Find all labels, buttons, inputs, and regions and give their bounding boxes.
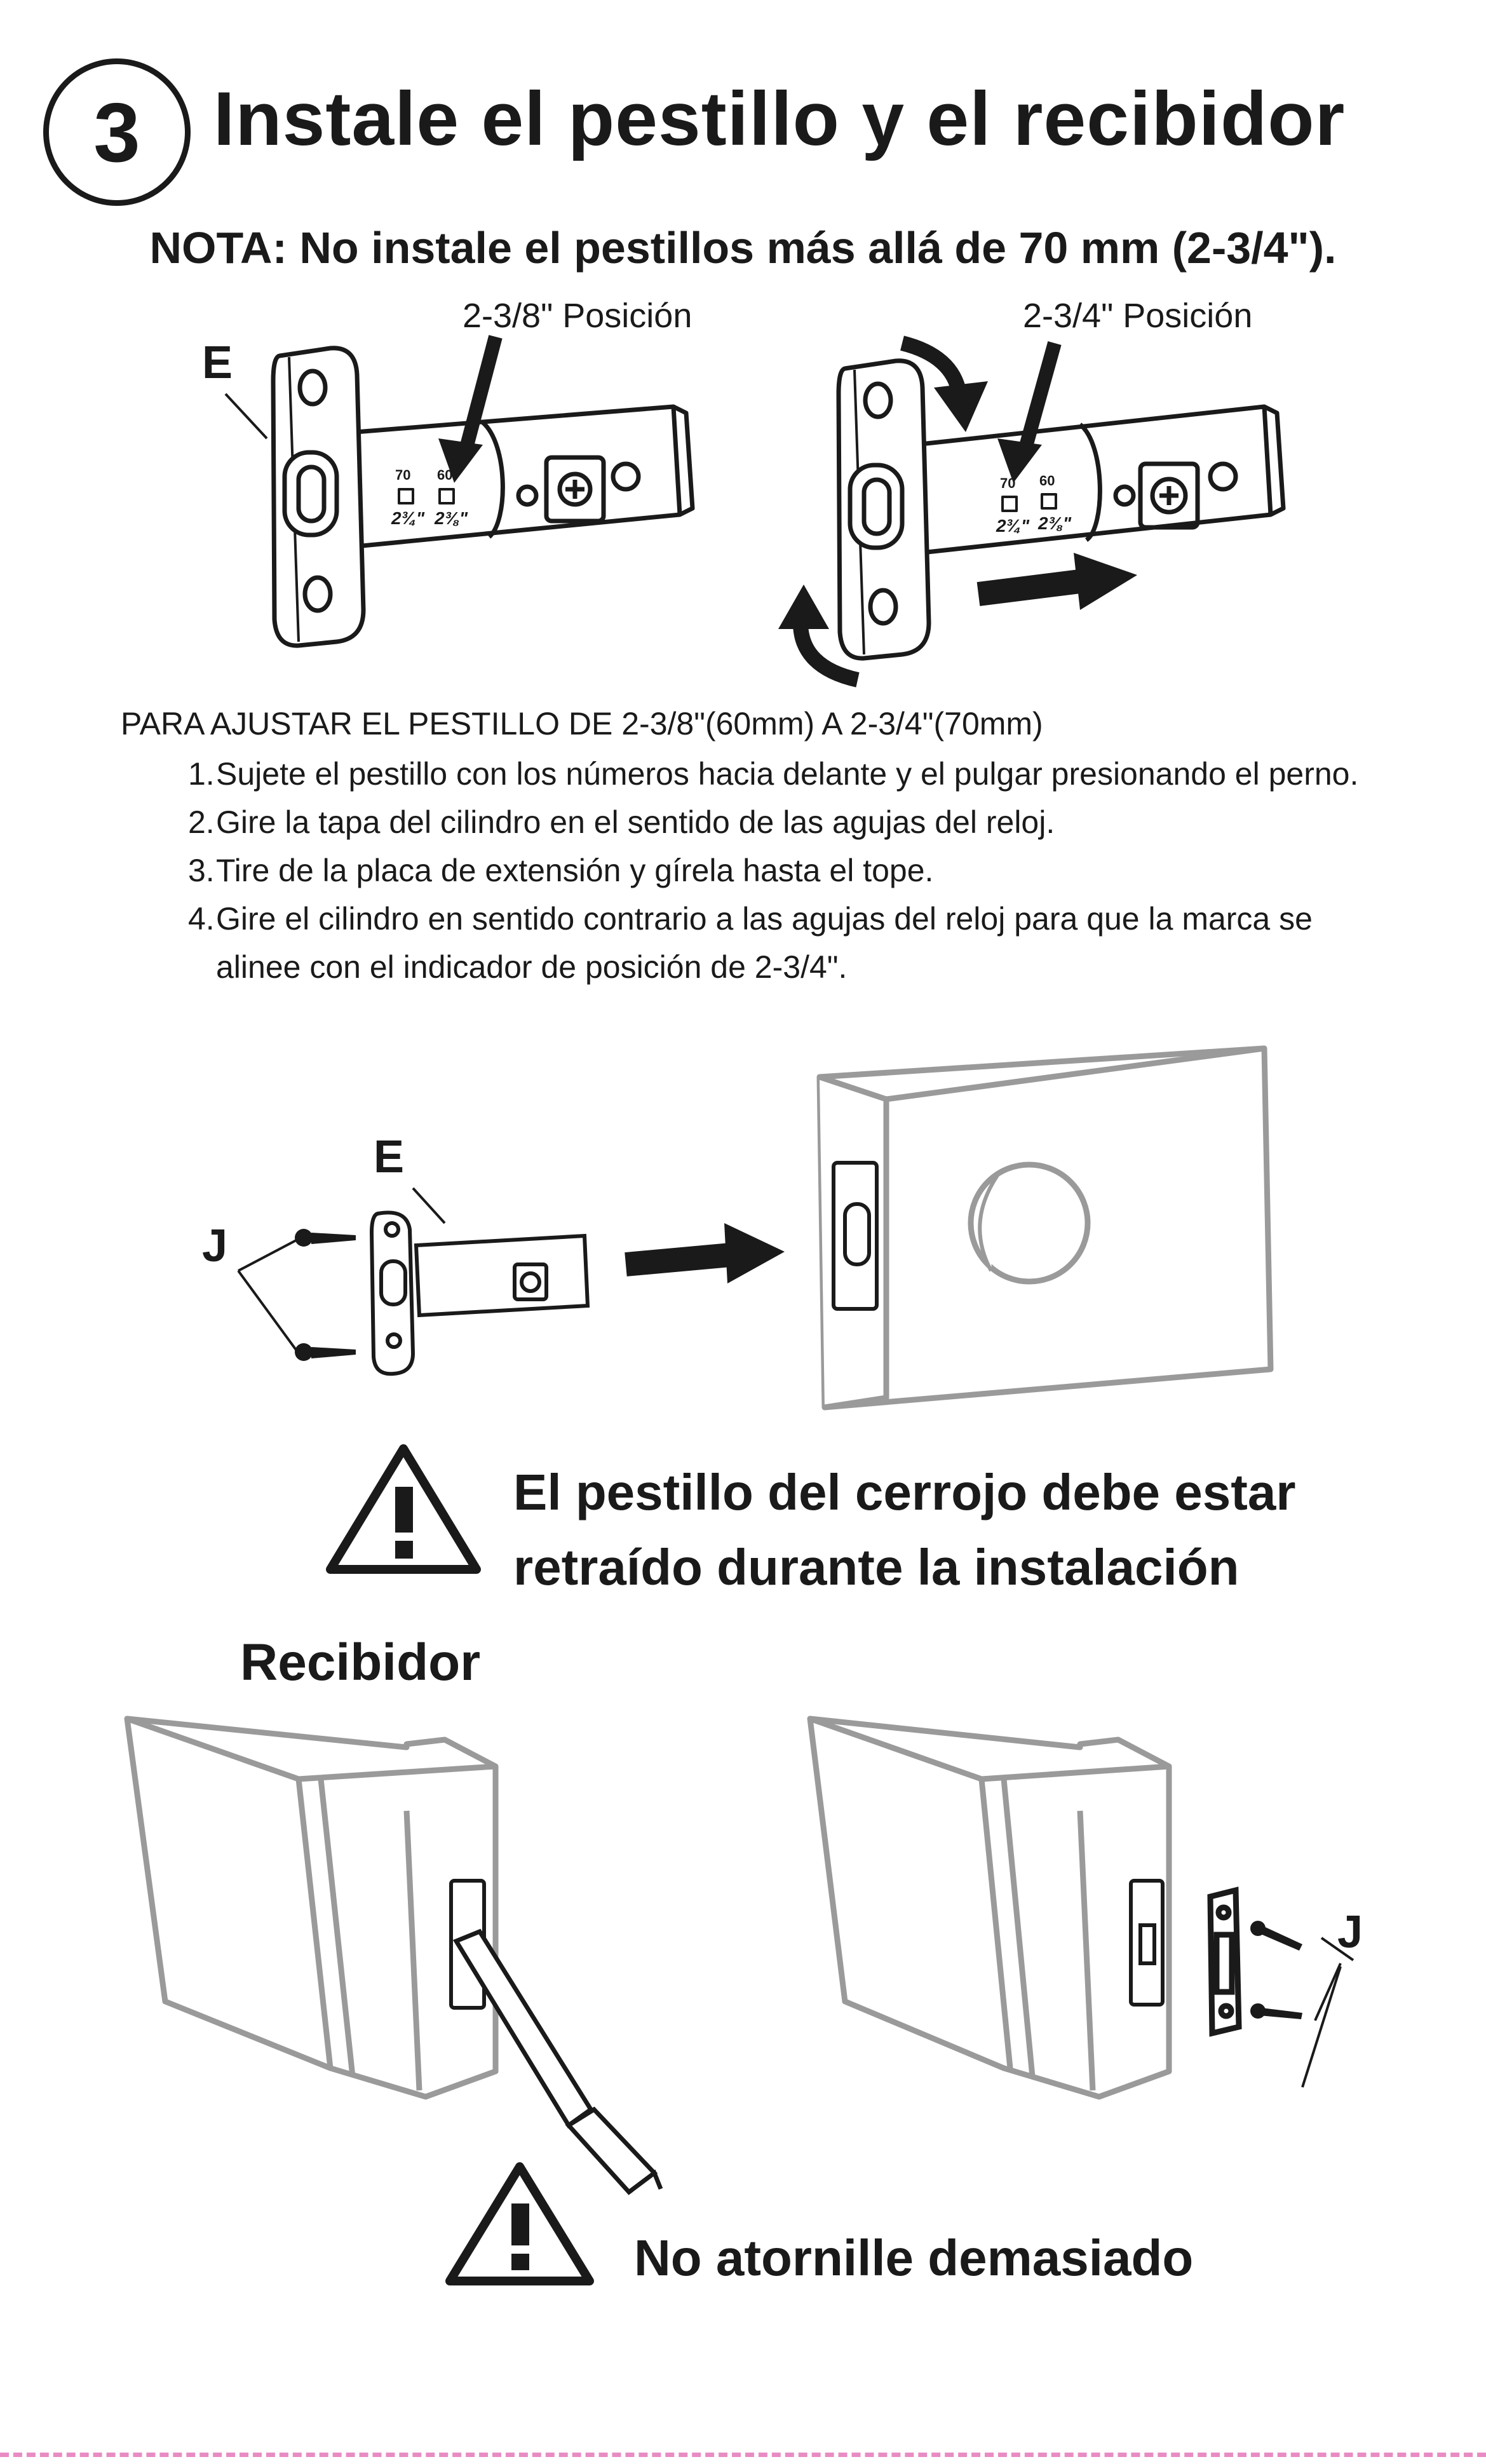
mark-238-right: 2⅜": [1038, 513, 1072, 533]
label-j-fig2: J: [202, 1221, 228, 1271]
instruction-step: 1.Sujete el pestillo con los números hacia delante y el pulgar presionando el perno.: [188, 756, 1359, 792]
warning-line-1: El pestillo del cerrojo debe estar: [513, 1464, 1296, 1520]
mark-238-left: 2⅜": [435, 508, 468, 528]
mark-70-left: 70: [395, 467, 411, 483]
warning-line-2: retraído durante la instalación: [513, 1539, 1239, 1595]
page-title: Instale el pestillo y el recibidor: [213, 76, 1346, 161]
instruction-step: 3.Tire de la placa de extensión y gírela hasta el tope.: [188, 853, 934, 888]
mark-60-left: 60: [437, 467, 453, 483]
note-text: NOTA: No instale el pestillos más allá de 70 mm (2-3/4").: [149, 223, 1337, 273]
position-label-2-3-4: 2-3/4" Posición: [1023, 297, 1253, 335]
mark-234-right: 2¾": [996, 516, 1030, 536]
step-number: 3: [93, 85, 140, 179]
label-j-receiver: J: [1337, 1907, 1363, 1958]
mark-60-right: 60: [1039, 473, 1055, 489]
label-e-fig2: E: [374, 1132, 405, 1182]
receiver-label: Recibidor: [240, 1634, 481, 1691]
instruction-step: 4.Gire el cilindro en sentido contrario a las agujas del reloj para que la marca se alinee con el indicador de posición de 2-3/4".: [188, 901, 1313, 985]
label-e-fig1: E: [202, 337, 233, 388]
warning-text-2: No atornille demasiado: [634, 2230, 1194, 2286]
mark-234-left: 2¾": [391, 508, 425, 528]
warning-icon-2: [443, 2160, 596, 2287]
instructions-heading: PARA AJUSTAR EL PESTILLO DE 2-3/8"(60mm) A 2-3/4"(70mm): [121, 706, 1043, 741]
instruction-step: 2.Gire la tapa del cilindro en el sentido de las agujas del reloj.: [188, 804, 1055, 840]
mark-70-right: 70: [1000, 475, 1016, 491]
cut-line: [0, 2453, 1486, 2457]
position-label-2-3-8: 2-3/8" Posición: [463, 297, 692, 335]
